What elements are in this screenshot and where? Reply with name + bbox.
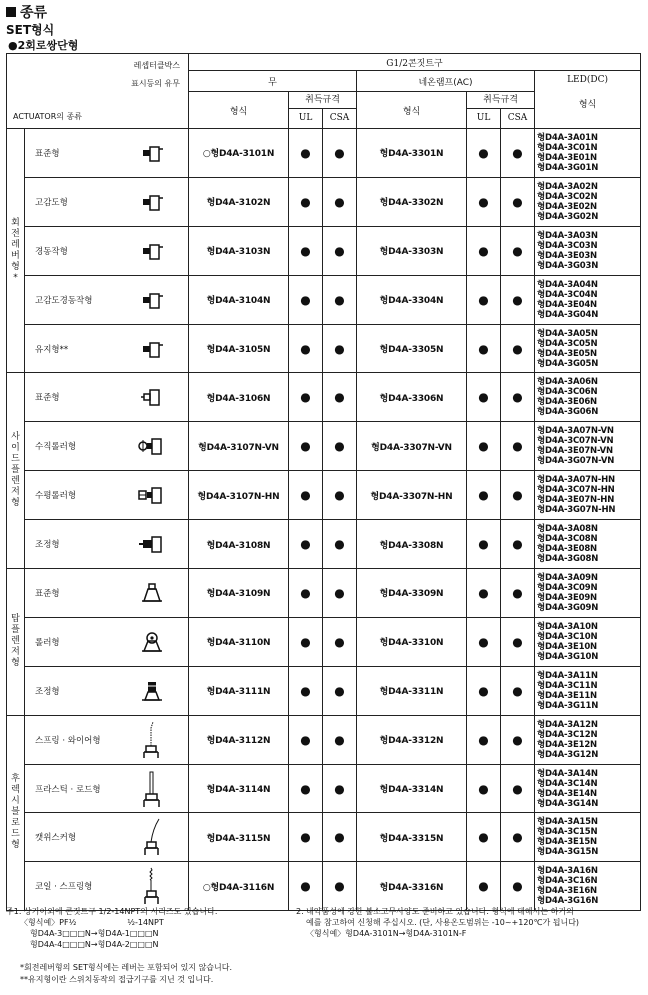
ul-mark: ● — [467, 324, 501, 373]
csa-mark: ● — [501, 373, 535, 422]
table-row — [7, 813, 641, 862]
csa-mark: ● — [323, 373, 357, 422]
csa-mark: ● — [323, 177, 357, 226]
model-none: 형D4A-3107N-VN — [189, 422, 289, 471]
ul-mark: ● — [289, 520, 323, 569]
led-model: 형D4A-3E14N — [537, 788, 597, 799]
table-row — [7, 177, 641, 226]
section-title — [6, 2, 47, 22]
ul-label: UL — [467, 109, 501, 128]
csa-mark: ● — [323, 129, 357, 178]
csa-mark: ● — [501, 520, 535, 569]
led-model: 형D4A-3C07N-HN — [537, 485, 615, 496]
model-neon: 형D4A-3309N — [357, 569, 467, 618]
table-row — [7, 569, 641, 618]
model-neon: 형D4A-3312N — [357, 715, 467, 764]
ul-mark: ● — [467, 764, 501, 813]
actuator-name: 스프링 · 와이어형 — [25, 715, 117, 764]
actuator-icon-cell — [117, 666, 189, 715]
actuator-name: 표준형 — [25, 569, 117, 618]
led-model: 형D4A-3C14N — [537, 778, 598, 789]
ul-mark: ● — [467, 177, 501, 226]
ul-mark: ● — [467, 862, 501, 911]
ul-mark: ● — [467, 129, 501, 178]
led-model-label: 형식 — [578, 100, 597, 110]
note-2-line-a: 예를 참고하여 신청해 주십시오. (단, 사용온도범위는 -10~+120℃가 됩니다) — [306, 918, 580, 927]
led-model: 형D4A-3G06N — [537, 407, 599, 418]
conduit-header: G1/2콘짓트구 — [189, 54, 641, 71]
actuator-icon-cell — [117, 129, 189, 178]
csa-mark: ● — [323, 764, 357, 813]
led-model: 형D4A-3E09N — [537, 592, 597, 603]
top-plunger-icon — [139, 588, 165, 598]
csa-mark: ● — [501, 226, 535, 275]
led-model: 형D4A-3C07N-VN — [537, 436, 614, 447]
coil-spring-icon — [139, 882, 165, 892]
model-neon: 형D4A-3308N — [357, 520, 467, 569]
led-title: LED(DC) — [567, 75, 608, 85]
actuator-icon-cell — [117, 177, 189, 226]
led-model: 형D4A-3C09N — [537, 582, 598, 593]
led-model: 형D4A-3G02N — [537, 211, 599, 222]
model-header-2: 형식 — [357, 92, 467, 129]
table-row — [7, 275, 641, 324]
led-model: 형D4A-3C08N — [537, 534, 598, 545]
model-none: 형D4A-3106N — [189, 373, 289, 422]
csa-mark: ● — [323, 813, 357, 862]
led-model: 형D4A-3G10N — [537, 651, 599, 662]
led-model: 형D4A-3G09N — [537, 602, 599, 613]
actuator-icon-cell — [117, 764, 189, 813]
csa-mark: ● — [323, 715, 357, 764]
ul-mark: ● — [289, 422, 323, 471]
led-model: 형D4A-3E05N — [537, 348, 597, 359]
led-model: 형D4A-3A02N — [537, 181, 598, 192]
footnotes — [20, 962, 232, 986]
led-models — [535, 226, 641, 275]
model-none: 형D4A-3112N — [189, 715, 289, 764]
led-model: 형D4A-3C15N — [537, 827, 598, 838]
led-model: 형D4A-3A06N — [537, 377, 598, 388]
actuator-icon-cell — [117, 275, 189, 324]
table-row — [7, 862, 641, 911]
led-model: 형D4A-3A09N — [537, 572, 598, 583]
led-model: 형D4A-3C03N — [537, 240, 598, 251]
actuator-name: 경동작형 — [25, 226, 117, 275]
led-model: 형D4A-3G15N — [537, 847, 599, 858]
led-model: 형D4A-3G05N — [537, 358, 599, 369]
led-models — [535, 666, 641, 715]
csa-mark: ● — [323, 422, 357, 471]
note-1-line-b: 형D4A-4□□□N→형D4A-2□□□N — [30, 940, 159, 949]
led-model: 형D4A-3C04N — [537, 289, 598, 300]
actuator-icon-cell — [117, 520, 189, 569]
actuator-name: 롤러형 — [25, 617, 117, 666]
led-model: 형D4A-3C16N — [537, 876, 598, 887]
receptacle-label: 레셉터클박스 — [133, 61, 181, 70]
actuator-name: 고감도형 — [25, 177, 117, 226]
actuator-name: 프라스틱 · 로드형 — [25, 764, 117, 813]
actuator-icon-cell — [117, 862, 189, 911]
led-model: 형D4A-3E02N — [537, 201, 597, 212]
title-text: 종류 — [20, 5, 48, 21]
led-model: 형D4A-3A01N — [537, 132, 598, 143]
csa-mark: ● — [501, 422, 535, 471]
actuator-icon-cell — [117, 422, 189, 471]
led-model: 형D4A-3E07N-HN — [537, 495, 615, 506]
note-1-line-a: 형D4A-3□□□N→형D4A-1□□□N — [30, 929, 159, 938]
actuator-icon-cell — [117, 813, 189, 862]
model-none: ○형D4A-3101N — [189, 129, 289, 178]
led-model: 형D4A-3A10N — [537, 621, 598, 632]
group-label: 후렉시블로드형 — [7, 715, 25, 911]
csa-mark: ● — [501, 569, 535, 618]
csa-mark: ● — [323, 569, 357, 618]
csa-mark: ● — [501, 617, 535, 666]
ul-mark: ● — [289, 373, 323, 422]
table-row — [7, 324, 641, 373]
type-label: ●2회로쌍단형 — [8, 39, 79, 52]
table-row — [7, 422, 641, 471]
group-label: 탑플렌저형 — [7, 569, 25, 716]
ul-mark: ● — [289, 617, 323, 666]
product-table — [6, 53, 641, 911]
ul-mark: ● — [467, 715, 501, 764]
led-model: 형D4A-3G16N — [537, 896, 599, 907]
model-neon: 형D4A-3304N — [357, 275, 467, 324]
led-model: 형D4A-3E08N — [537, 544, 597, 555]
ul-mark: ● — [467, 813, 501, 862]
note-1-example: 〈형식예〉PF½ ½-14NPT — [20, 918, 164, 927]
csa-mark: ● — [323, 471, 357, 520]
csa-mark: ● — [501, 324, 535, 373]
csa-label: CSA — [329, 113, 350, 123]
actuator-name: 수평롤러형 — [25, 471, 117, 520]
led-model: 형D4A-3C01N — [537, 142, 598, 153]
led-model: 형D4A-3C02N — [537, 191, 598, 202]
actuator-name: 조정형 — [25, 520, 117, 569]
led-models — [535, 520, 641, 569]
csa-mark: ● — [501, 177, 535, 226]
ul-mark: ● — [289, 177, 323, 226]
model-none: 형D4A-3105N — [189, 324, 289, 373]
set-label: SET형식 — [6, 23, 55, 37]
ul-mark: ● — [289, 275, 323, 324]
actuator-name: 코일 · 스프링형 — [25, 862, 117, 911]
model-none: 형D4A-3115N — [189, 813, 289, 862]
led-model: 형D4A-3E07N-VN — [537, 446, 613, 457]
note-2: 2. 내약품성에 강한 불소고무사양도 준비하고 있습니다. 형식에 대해서는 하기의 — [296, 907, 574, 916]
ul-mark: ● — [467, 471, 501, 520]
model-none: 형D4A-3103N — [189, 226, 289, 275]
actuator-name: 조정형 — [25, 666, 117, 715]
spring-wire-icon — [139, 735, 165, 745]
led-model: 형D4A-3A12N — [537, 719, 598, 730]
actuator-name: 유지형** — [25, 324, 117, 373]
model-neon: 형D4A-3316N — [357, 862, 467, 911]
csa-mark: ● — [501, 764, 535, 813]
plastic-rod-icon — [139, 784, 165, 794]
square-bullet-icon — [6, 7, 16, 17]
ul-mark: ● — [289, 666, 323, 715]
model-neon: 형D4A-3307N-HN — [357, 471, 467, 520]
ul-mark: ● — [289, 471, 323, 520]
model-neon: 형D4A-3314N — [357, 764, 467, 813]
csa-label: CSA — [507, 113, 528, 123]
model-neon: 형D4A-3307N-VN — [357, 422, 467, 471]
ul-mark: ● — [467, 617, 501, 666]
table-row — [7, 226, 641, 275]
ul-mark: ● — [289, 324, 323, 373]
led-model: 형D4A-3A04N — [537, 279, 598, 290]
ul-mark: ● — [467, 569, 501, 618]
lever-icon — [139, 344, 165, 354]
led-model: 형D4A-3G07N-VN — [537, 456, 615, 467]
led-model: 형D4A-3G14N — [537, 798, 599, 809]
ul-mark: ● — [289, 129, 323, 178]
led-models — [535, 617, 641, 666]
led-model: 형D4A-3G03N — [537, 260, 599, 271]
led-model: 형D4A-3A16N — [537, 866, 598, 877]
model-neon: 형D4A-3301N — [357, 129, 467, 178]
model-none: 형D4A-3104N — [189, 275, 289, 324]
ul-mark: ● — [467, 520, 501, 569]
csa-mark: ● — [501, 715, 535, 764]
led-model: 형D4A-3E06N — [537, 397, 597, 408]
footnote-2: **유지형이란 스위치동작의 접급기구를 지닌 것 입니다. — [20, 975, 214, 984]
led-model: 형D4A-3E10N — [537, 641, 597, 652]
ul-mark: ● — [289, 226, 323, 275]
table-row — [7, 373, 641, 422]
model-neon: 형D4A-3305N — [357, 324, 467, 373]
model-none: 형D4A-3107N-HN — [189, 471, 289, 520]
actuator-icon-cell — [117, 617, 189, 666]
ul-mark: ● — [289, 569, 323, 618]
led-model: 형D4A-3G08N — [537, 554, 599, 565]
led-model: 형D4A-3A08N — [537, 524, 598, 535]
csa-mark: ● — [323, 666, 357, 715]
led-model: 형D4A-3C12N — [537, 729, 598, 740]
led-model: 형D4A-3G01N — [537, 162, 599, 173]
led-model: 형D4A-3E03N — [537, 250, 597, 261]
ul-mark: ● — [289, 764, 323, 813]
ul-mark: ● — [467, 422, 501, 471]
table-row — [7, 666, 641, 715]
led-model: 형D4A-3E04N — [537, 299, 597, 310]
actuator-icon-cell — [117, 471, 189, 520]
footnote-1: *회전레버형의 SET형식에는 레버는 포함되어 있지 않습니다. — [20, 963, 233, 972]
actuator-icon-cell — [117, 715, 189, 764]
led-models — [535, 715, 641, 764]
side-plunger-icon — [139, 393, 165, 403]
ul-mark: ● — [467, 666, 501, 715]
lever-icon — [139, 246, 165, 256]
ul-mark: ● — [467, 275, 501, 324]
led-models — [535, 862, 641, 911]
lever-icon — [139, 197, 165, 207]
cert-title: 취득규격 — [289, 92, 356, 109]
lever-icon — [139, 148, 165, 158]
led-models — [535, 422, 641, 471]
model-none: 형D4A-3110N — [189, 617, 289, 666]
actuator-name: 캣위스커형 — [25, 813, 117, 862]
lever-icon — [139, 295, 165, 305]
led-models — [535, 373, 641, 422]
led-model: 형D4A-3C06N — [537, 387, 598, 398]
model-neon: 형D4A-3306N — [357, 373, 467, 422]
cert-title: 취득규격 — [467, 92, 534, 109]
csa-mark: ● — [501, 471, 535, 520]
led-header — [535, 71, 641, 129]
note-2-example: 〈형식예〉형D4A-3101N→형D4A-3101N-F — [306, 929, 467, 938]
top-roller-icon — [139, 637, 165, 647]
model-none: 형D4A-3114N — [189, 764, 289, 813]
table-row — [7, 617, 641, 666]
model-neon: 형D4A-3302N — [357, 177, 467, 226]
led-model: 형D4A-3A05N — [537, 328, 598, 339]
led-model: 형D4A-3E16N — [537, 886, 597, 897]
led-model: 형D4A-3A14N — [537, 768, 598, 779]
led-model: 형D4A-3G07N-HN — [537, 505, 616, 516]
csa-mark: ● — [501, 129, 535, 178]
ul-mark: ● — [289, 813, 323, 862]
ul-mark: ● — [289, 862, 323, 911]
vertical-roller-icon — [137, 442, 167, 452]
led-models — [535, 764, 641, 813]
led-model: 형D4A-3C05N — [537, 338, 598, 349]
csa-mark: ● — [323, 520, 357, 569]
led-models — [535, 324, 641, 373]
group-label: 사이드플렌저형 — [7, 373, 25, 569]
csa-mark: ● — [323, 226, 357, 275]
cert-header-1 — [289, 92, 357, 129]
actuator-icon-cell — [117, 373, 189, 422]
model-neon: 형D4A-3310N — [357, 617, 467, 666]
csa-mark: ● — [323, 862, 357, 911]
table-row — [7, 129, 641, 178]
actuator-icon-cell — [117, 569, 189, 618]
led-models — [535, 129, 641, 178]
ul-mark: ● — [467, 226, 501, 275]
model-neon: 형D4A-3303N — [357, 226, 467, 275]
model-none: 형D4A-3109N — [189, 569, 289, 618]
led-models — [535, 471, 641, 520]
led-model: 형D4A-3G12N — [537, 749, 599, 760]
led-model: 형D4A-3A15N — [537, 817, 598, 828]
led-model: 형D4A-3E12N — [537, 739, 597, 750]
led-model: 형D4A-3C10N — [537, 631, 598, 642]
note-1: 주1. 상기이외에 콘짓트구 1/2-14NPT의 시리즈도 있습니다. — [6, 907, 218, 916]
actuator-name: 표준형 — [25, 373, 117, 422]
led-model: 형D4A-3G11N — [537, 700, 599, 711]
header-corner — [7, 54, 189, 129]
led-model: 형D4A-3A07N-HN — [537, 475, 615, 486]
csa-mark: ● — [501, 862, 535, 911]
table-row — [7, 764, 641, 813]
csa-mark: ● — [501, 275, 535, 324]
led-models — [535, 177, 641, 226]
model-none: ○형D4A-3116N — [189, 862, 289, 911]
actuator-name: 수직롤러형 — [25, 422, 117, 471]
ul-mark: ● — [467, 373, 501, 422]
none-header: 무 — [189, 71, 357, 92]
csa-mark: ● — [501, 666, 535, 715]
group-label: 회전레버형* — [7, 129, 25, 373]
led-model: 형D4A-3E11N — [537, 690, 597, 701]
csa-mark: ● — [323, 617, 357, 666]
model-none: 형D4A-3102N — [189, 177, 289, 226]
actuator-icon-cell — [117, 226, 189, 275]
led-model: 형D4A-3A07N-VN — [537, 426, 614, 437]
led-model: 형D4A-3A11N — [537, 670, 598, 681]
led-models — [535, 275, 641, 324]
table-row — [7, 715, 641, 764]
neon-header: 네온램프(AC) — [357, 71, 535, 92]
led-models — [535, 813, 641, 862]
cat-whisker-icon — [139, 833, 165, 843]
led-models — [535, 569, 641, 618]
indicator-label: 표시등의 유무 — [131, 79, 181, 88]
csa-mark: ● — [323, 324, 357, 373]
actuator-icon-cell — [117, 324, 189, 373]
model-neon: 형D4A-3315N — [357, 813, 467, 862]
model-header-1: 형식 — [189, 92, 289, 129]
horizontal-roller-icon — [137, 491, 167, 501]
adjustable-plunger-icon — [137, 540, 167, 550]
cert-header-2 — [467, 92, 535, 129]
csa-mark: ● — [501, 813, 535, 862]
csa-mark: ● — [323, 275, 357, 324]
model-neon: 형D4A-3311N — [357, 666, 467, 715]
ul-mark: ● — [289, 715, 323, 764]
led-model: 형D4A-3E15N — [537, 837, 597, 848]
actuator-name: 표준형 — [25, 129, 117, 178]
actuator-label: ACTUATOR의 종류 — [13, 112, 82, 121]
led-model: 형D4A-3A03N — [537, 230, 598, 241]
actuator-name: 고감도경동작형 — [25, 275, 117, 324]
ul-label: UL — [289, 109, 323, 128]
led-model: 형D4A-3E01N — [537, 152, 597, 163]
model-none: 형D4A-3111N — [189, 666, 289, 715]
table-row — [7, 520, 641, 569]
led-model: 형D4A-3C11N — [537, 680, 598, 691]
table-row — [7, 471, 641, 520]
led-model: 형D4A-3G04N — [537, 309, 599, 320]
top-adjustable-icon — [139, 686, 165, 696]
model-none: 형D4A-3108N — [189, 520, 289, 569]
